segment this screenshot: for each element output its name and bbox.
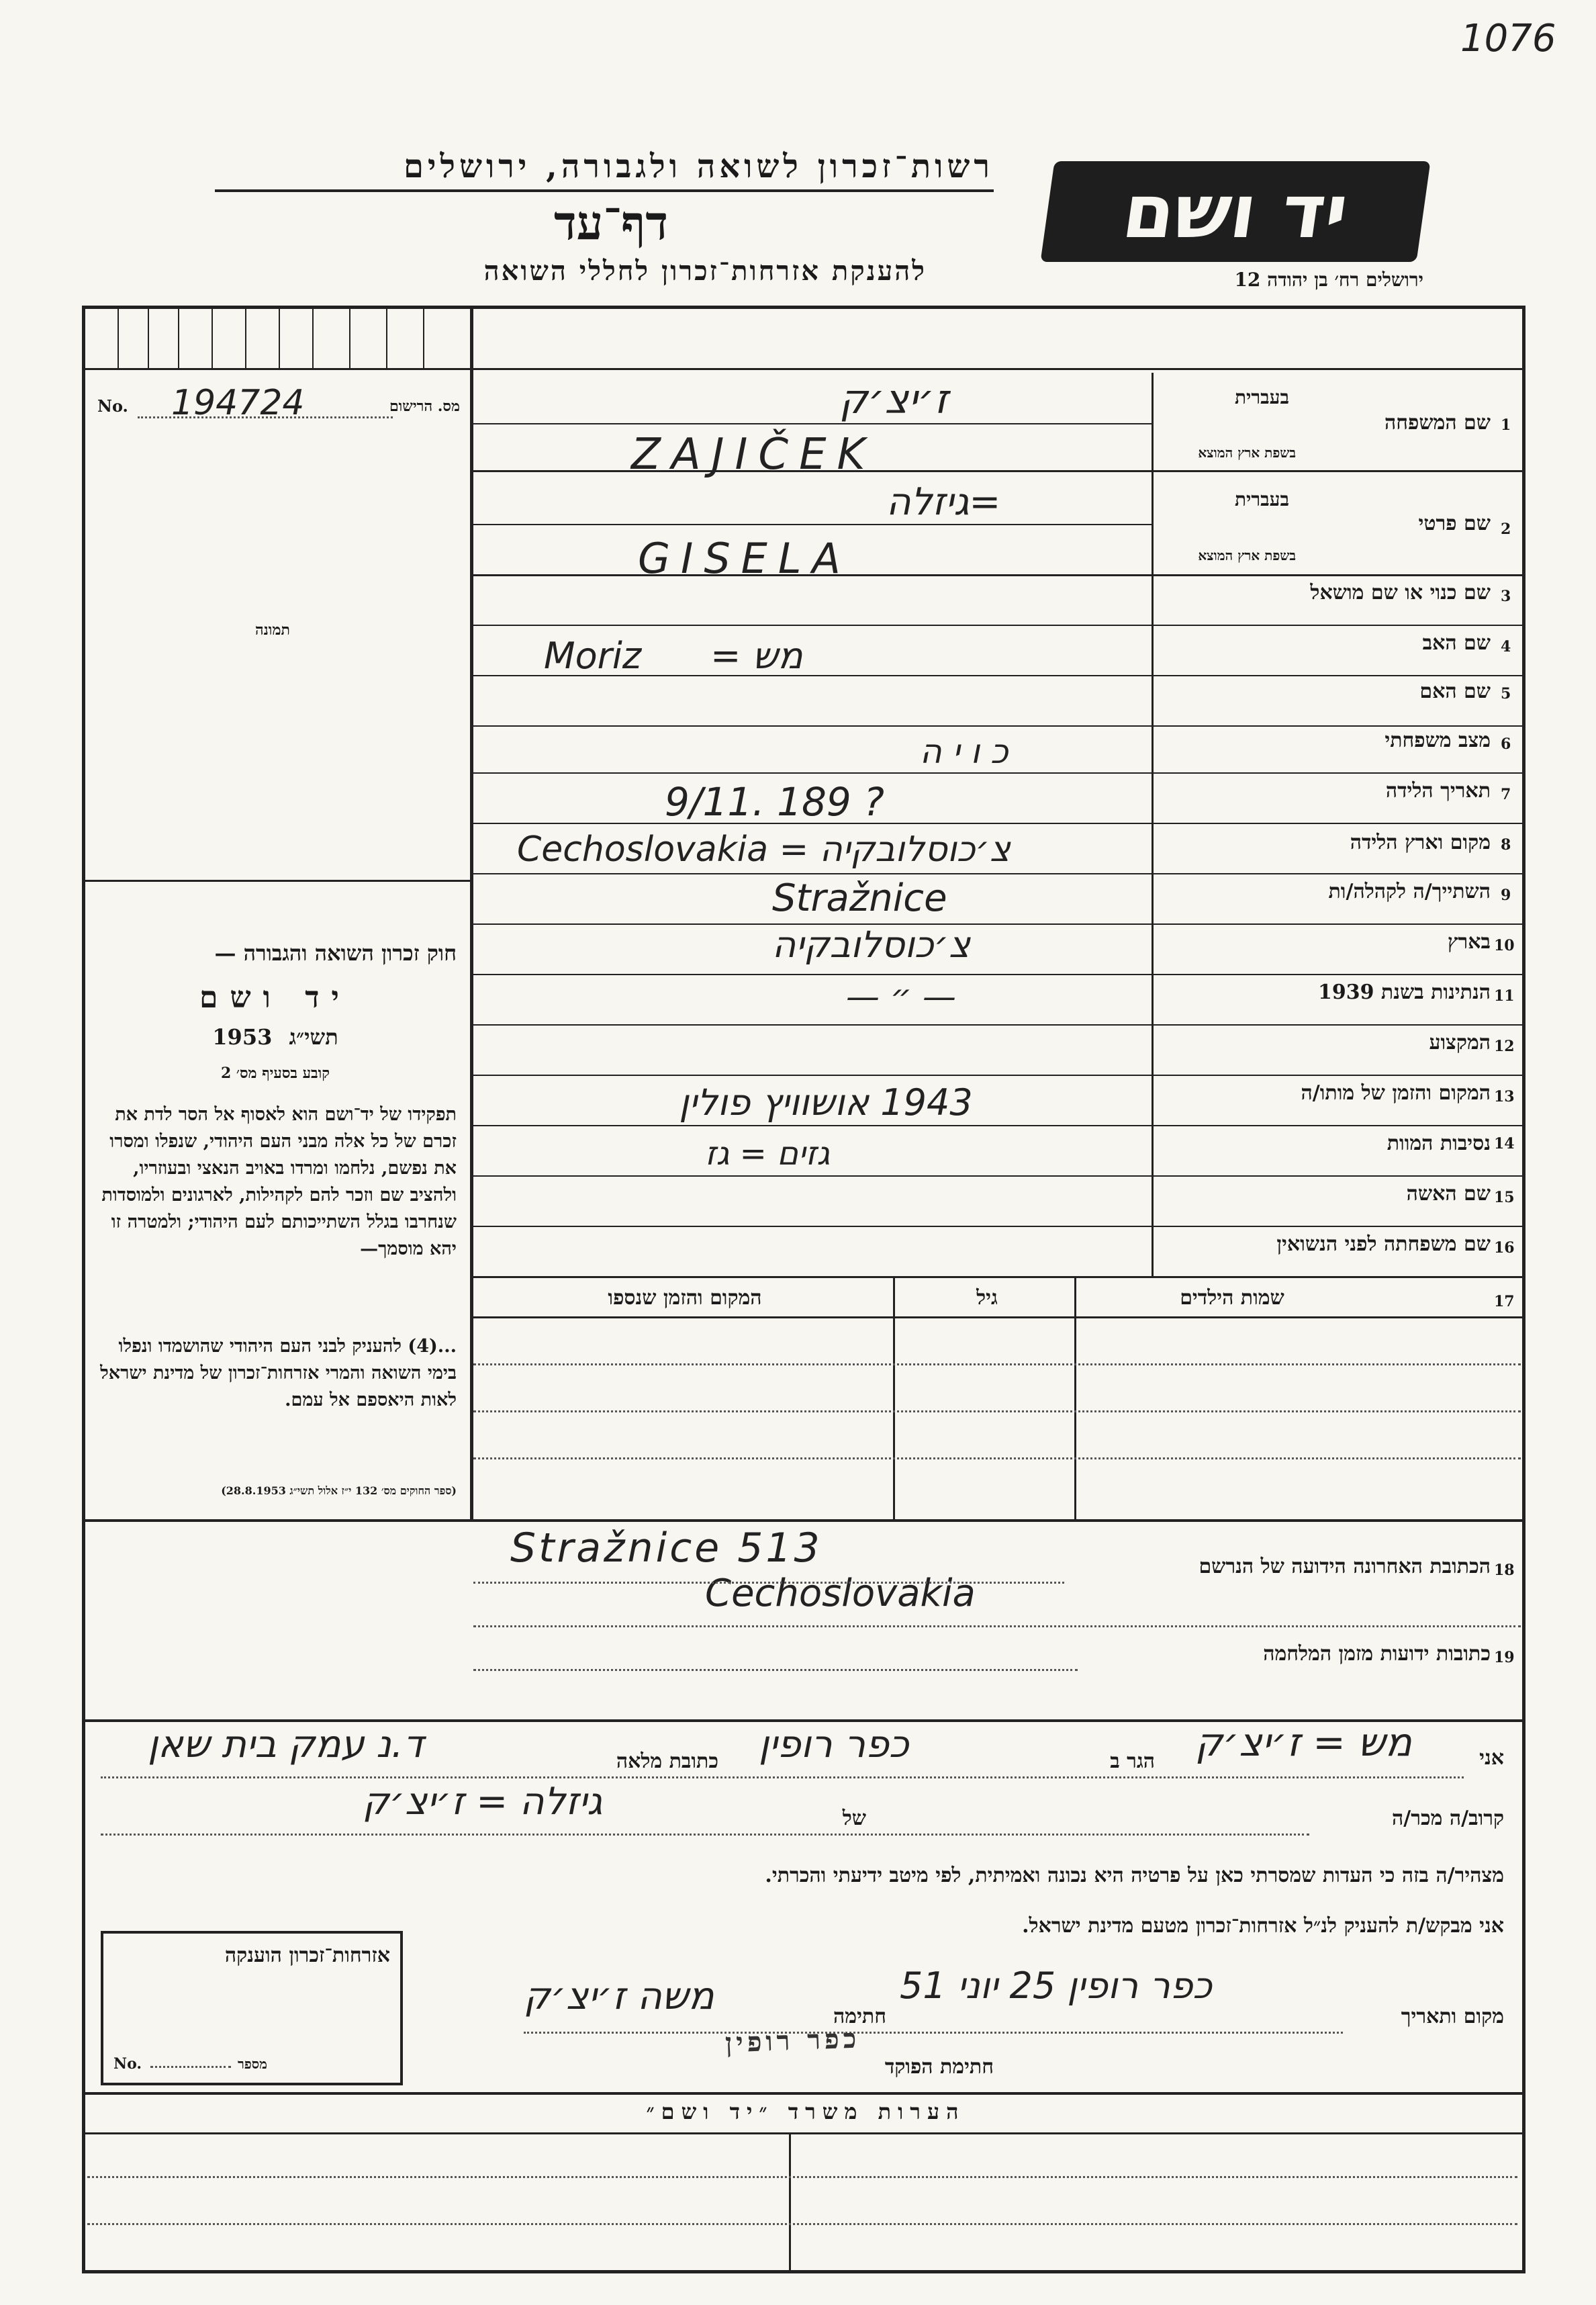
decl-of-label: של xyxy=(842,1807,866,1830)
field-15-label: שם האשה xyxy=(1406,1182,1491,1206)
field-5-num: 5 xyxy=(1501,685,1511,703)
field-9-label: השתייך/ה לקהלה/ות xyxy=(1328,880,1491,903)
row-line xyxy=(470,423,1152,424)
field-4-value: Moriz = מש xyxy=(544,635,803,677)
law-divider xyxy=(82,880,471,882)
remarks-col-line xyxy=(789,2132,791,2273)
remarks-dots xyxy=(87,2223,1517,2225)
field-4-label: שם האב xyxy=(1422,631,1491,655)
row-line xyxy=(470,524,1152,525)
field-7-value: 9/11. 189 ? xyxy=(665,779,885,825)
field-6-value: כ ו י ה xyxy=(920,732,1008,771)
field-1-value-hebrew: ז׳יצ׳ק xyxy=(839,376,949,423)
form-title: דף־עד xyxy=(553,195,668,251)
row-line xyxy=(470,1125,1524,1126)
field-1-sub-hebrew: בעברית xyxy=(1234,386,1289,408)
children-num: 17 xyxy=(1494,1293,1515,1310)
field-7-num: 7 xyxy=(1501,786,1511,803)
address-last-dots xyxy=(473,1625,1521,1627)
decl-place-date-label: מקום ותאריך xyxy=(1401,2005,1504,2028)
top-box-divider xyxy=(312,306,314,369)
citizenship-title: אזרחות־זכרון הוענקה xyxy=(224,1944,390,1967)
reg-no-label: מס. הרישום xyxy=(389,398,460,415)
row-line xyxy=(470,1276,1524,1278)
field-5-label: שם האם xyxy=(1419,680,1491,703)
top-box-divider xyxy=(349,306,350,369)
reg-no-dots xyxy=(138,416,393,418)
children-col-age: גיל xyxy=(976,1286,998,1310)
field-2-value-origin: GISELA xyxy=(638,534,851,583)
field-14-num: 14 xyxy=(1494,1135,1515,1152)
row-line xyxy=(470,1175,1524,1177)
field-6-label: מצב משפחתי xyxy=(1384,729,1491,752)
decl-resides-value: כפר רופין xyxy=(759,1723,909,1766)
row-line xyxy=(470,470,1524,472)
field-11-num: 11 xyxy=(1494,987,1515,1005)
decl-address-label: כתובת מלאה xyxy=(616,1750,718,1773)
address-war-num: 19 xyxy=(1494,1649,1515,1666)
decl-relative-label: קרוב/ה מכר/ה xyxy=(1392,1807,1504,1830)
decl-statement-1: מצהיר/ה בזה כי העדות שמסרתי כאן על פרטיה היא נכונה ואמיתית, לפי מיטב ידיעתי והכרתי. xyxy=(765,1864,1504,1887)
law-citation: (ספר החוקים מס׳ 132 י״ז אלול תשי״ג 28.8.1953) xyxy=(221,1484,457,1497)
field-14-label: נסיבות המוות xyxy=(1387,1132,1491,1155)
field-12-num: 12 xyxy=(1494,1038,1515,1055)
field-1-value-origin: ZAJIČEK xyxy=(631,430,876,480)
reg-no-value: 194724 xyxy=(171,383,305,423)
decl-signature-value: משה ז׳יצ׳ק xyxy=(524,1975,714,2018)
field-13-label: המקום והזמן של מותו/ה xyxy=(1301,1081,1491,1105)
law-year: 1953 xyxy=(212,1024,273,1050)
field-3-num: 3 xyxy=(1501,588,1511,605)
row-line xyxy=(470,725,1524,727)
top-box-divider xyxy=(245,306,246,369)
decl-address-value: ד.נ עמק בית שאן xyxy=(148,1723,424,1766)
field-2-num: 2 xyxy=(1501,521,1511,538)
children-col-names: שמות הילדים xyxy=(1180,1286,1284,1310)
field-15-num: 15 xyxy=(1494,1189,1515,1206)
address-last-value-1: Stražnice 513 xyxy=(510,1525,823,1572)
top-box-divider xyxy=(423,306,424,369)
children-header-line xyxy=(470,1316,1524,1318)
children-col-line xyxy=(893,1276,895,1521)
field-8-num: 8 xyxy=(1501,836,1511,854)
field-8-label: מקום וארץ הלידה xyxy=(1350,831,1491,854)
reg-no-row xyxy=(97,383,460,423)
field-1-sub-origin: בשפת ארץ המוצא xyxy=(1198,445,1296,461)
law-year-hebrew: תשי״ג xyxy=(289,1024,338,1050)
children-row-dots xyxy=(473,1457,1521,1459)
field-10-num: 10 xyxy=(1494,937,1515,954)
field-13-num: 13 xyxy=(1494,1088,1515,1105)
row-line xyxy=(470,574,1524,576)
reg-no-prefix: No. xyxy=(97,396,128,416)
row-line xyxy=(470,923,1524,925)
decl-i-dots xyxy=(101,1776,1464,1778)
photo-label: תמונה xyxy=(255,621,290,639)
law-clause: קובע בסעיף מס׳ 2 xyxy=(220,1065,330,1082)
left-column-divider xyxy=(470,306,473,1521)
top-box-divider xyxy=(279,306,280,369)
decl-relative-dots xyxy=(101,1834,1309,1836)
row-line xyxy=(470,1075,1524,1076)
row-line xyxy=(470,625,1524,626)
row-line xyxy=(470,974,1524,975)
field-1-num: 1 xyxy=(1501,416,1511,434)
field-10-label: בארץ xyxy=(1447,930,1491,954)
field-12-label: המקצוע xyxy=(1429,1031,1491,1054)
children-bottom-line xyxy=(82,1519,1525,1522)
top-box-divider xyxy=(178,306,179,369)
law-year-row xyxy=(94,1024,457,1050)
decl-i-label: אני xyxy=(1479,1746,1504,1770)
address-last-label: הכתובת האחרונה הידועה של הנרשם xyxy=(1199,1555,1491,1578)
children-row-dots xyxy=(473,1410,1521,1412)
field-11-value: — ״ — xyxy=(846,977,957,1016)
row-line xyxy=(470,823,1524,824)
page-number: 1076 xyxy=(1460,17,1556,60)
law-text-1: תפקידו של יד־ושם הוא לאסוף אל הסר לדת את זכרם של כל אלה מבני העם היהודי, שנפלו ומסרו את נפשם, נלחמו ומרדו באויב הנאצי ובעוזריו, ולהציב שם וזכר להם לקהילות, לארגונים ולמוסדות שנחרבו בגלל השתייכותם לעם היהודי; ולמטרה זו יהא מוסמך— xyxy=(101,1104,457,1259)
address-last-num: 18 xyxy=(1494,1562,1515,1579)
field-2-sub-origin: בשפת ארץ המוצא xyxy=(1198,547,1296,563)
address-war-label: כתובות ידועות מזמן המלחמה xyxy=(1263,1642,1491,1666)
law-text-2: ...(4) להעניק לבני העם היהודי שהושמדו ונפלו בימי השואה והמרי אזרחות־זכרון של מדינת ישראל לאות היאספם אל עמם. xyxy=(100,1336,457,1410)
field-2-sub-hebrew: בעברית xyxy=(1234,488,1289,510)
children-col-place: המקום והזמן שנספו xyxy=(608,1286,762,1310)
top-box-divider xyxy=(148,306,149,369)
address-last-value-2: Cechoslovakia xyxy=(705,1572,976,1615)
law-name: יד ושם xyxy=(199,981,351,1015)
top-box-divider xyxy=(386,306,387,369)
citizenship-box xyxy=(101,1931,403,2085)
field-16-num: 16 xyxy=(1494,1239,1515,1257)
row-line xyxy=(470,1024,1524,1026)
label-column-divider xyxy=(1152,373,1154,1276)
children-row-dots xyxy=(473,1363,1521,1365)
decl-place-dots xyxy=(524,2032,1343,2034)
field-8-value: Cechoslovakia = צ׳כוסלובקיה xyxy=(517,829,1011,870)
decl-officer-label: חתימת הפוקד xyxy=(884,2055,994,2079)
decl-stamp: כפר רופין xyxy=(724,2022,861,2059)
decl-resides-label: הגר ב xyxy=(1110,1750,1155,1773)
decl-place-date-value: כפר רופין 25 יוני 51 xyxy=(900,1964,1213,2007)
decl-signature-label: חתימה xyxy=(833,2005,886,2028)
row-line xyxy=(470,1226,1524,1227)
field-2-value-hebrew: =גיזלה xyxy=(886,480,1001,524)
children-col-line xyxy=(1074,1276,1076,1521)
field-2-label: שם פרטי xyxy=(1418,512,1491,535)
remarks-dots xyxy=(87,2176,1517,2178)
remarks-label: הערות משרד ״יד ושם״ xyxy=(646,2099,966,2124)
field-10-value: צ׳כוסלובקיה xyxy=(772,923,971,966)
field-9-num: 9 xyxy=(1501,887,1511,904)
decl-statement-2: אני מבקש/ת להעניק לנ״ל אזרחות־זכרון מטעם מדינת ישראל. xyxy=(1022,1914,1504,1938)
citizenship-dots xyxy=(150,2066,231,2068)
top-box-divider xyxy=(118,306,119,369)
field-1-label: שם המשפחה xyxy=(1384,411,1491,435)
row-line xyxy=(470,772,1524,774)
field-6-num: 6 xyxy=(1501,735,1511,753)
form-subtitle: להענקת אזרחות־זכרון לחללי השואה xyxy=(483,255,927,287)
field-11-label: הנתינות בשנת 1939 xyxy=(1317,981,1491,1004)
field-3-label: שם כנוי או שם מושאל xyxy=(1310,581,1491,604)
yad-vashem-logo xyxy=(1040,161,1430,262)
field-13-value: 1943 אושוויץ פולין xyxy=(679,1081,973,1124)
address-war-dots xyxy=(473,1669,1078,1671)
institution-title: רשות־זכרון לשואה ולגבורה, ירושלים xyxy=(215,148,994,192)
remarks-header-line xyxy=(82,2132,1525,2134)
row-line xyxy=(470,873,1524,874)
top-strip-divider xyxy=(82,368,1525,370)
field-14-value: גזים = גז xyxy=(705,1135,831,1173)
remarks-top-line xyxy=(82,2092,1525,2095)
decl-of-value: גיזלה = ז׳יצ׳ק xyxy=(363,1780,603,1823)
law-title: חוק זכרון השואה והגבורה — xyxy=(214,940,457,966)
field-9-value: Stražnice xyxy=(772,876,947,920)
top-box-divider xyxy=(212,306,213,369)
logo-text: יד ושם xyxy=(1117,169,1354,255)
citizenship-no-label: No. xyxy=(113,2055,142,2073)
field-4-num: 4 xyxy=(1501,638,1511,656)
field-16-label: שם משפחתה לפני הנשואין xyxy=(1276,1232,1491,1256)
field-7-label: תאריך הלידה xyxy=(1385,779,1491,803)
decl-i-value: מש = ז׳יצ׳ק xyxy=(1195,1719,1412,1765)
logo-address: ירושלים רח׳ בן יהודה 12 xyxy=(1234,269,1423,291)
citizenship-number-label: מספר xyxy=(238,2056,267,2072)
address-last-dots xyxy=(473,1582,1064,1584)
